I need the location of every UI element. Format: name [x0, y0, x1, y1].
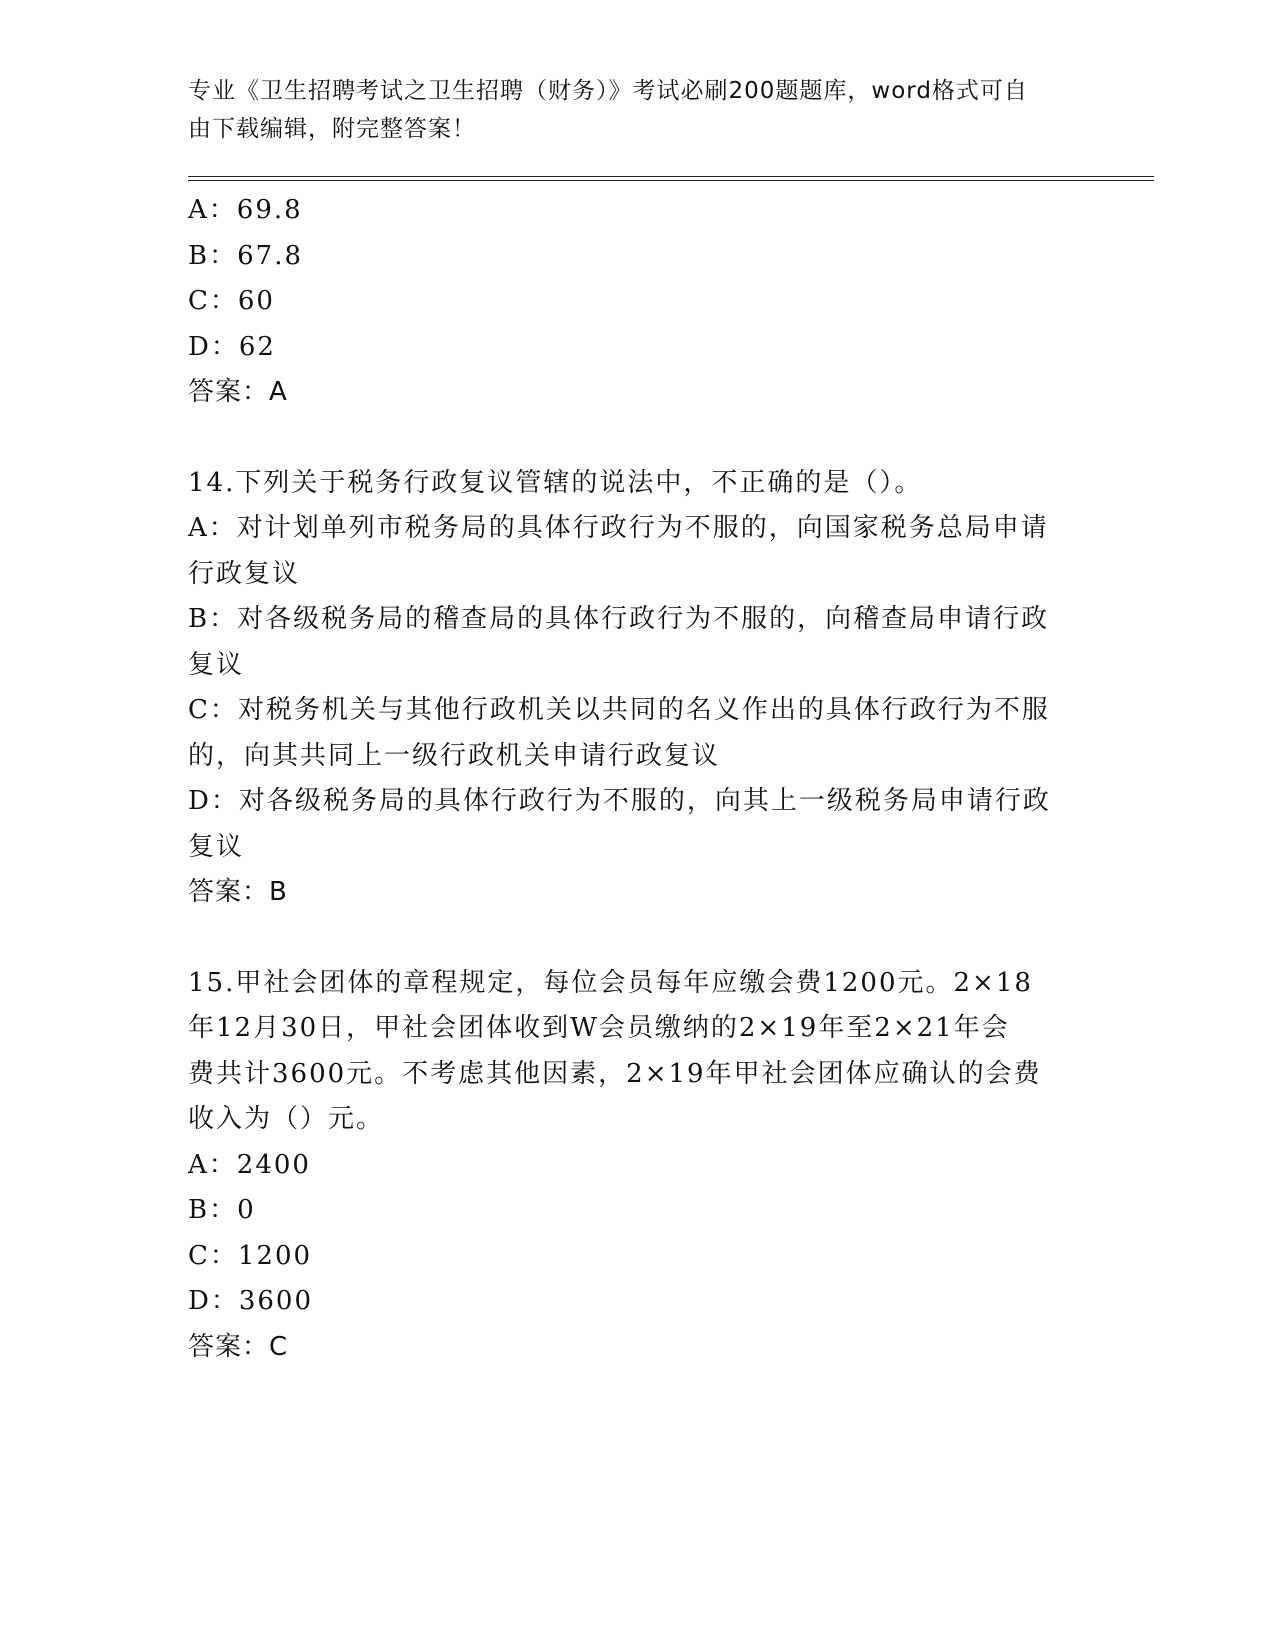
option-a: A：2400 [188, 1149, 311, 1180]
question-14 [188, 461, 1088, 916]
question-stem-continued: 收入为（）元。 [188, 1104, 385, 1134]
option-b: B：0 [188, 1195, 256, 1225]
question-stem: 15.甲社会团体的章程规定，每位会员每年应缴会费1200元。2×18 [188, 967, 1033, 998]
option-b-continued: 复议 [188, 649, 245, 680]
option-a: A：69.8 [188, 195, 303, 225]
spacer [188, 916, 1088, 961]
question-15 [188, 961, 1088, 1371]
answer-line: 答案：C [188, 1331, 289, 1362]
question-13 [188, 188, 1088, 416]
answer-line: 答案：A [188, 377, 288, 407]
option-c: C：1200 [188, 1240, 313, 1271]
question-stem-continued: 费共计3600元。不考虑其他因素，2×19年甲社会团体应确认的会费 [188, 1058, 1042, 1089]
option-d: D：对各级税务局的具体行政行为不服的，向其上一级税务局申请行政 [188, 786, 1051, 816]
option-c-continued: 的，向其共同上一级行政机关申请行政复议 [188, 740, 721, 771]
document-body [188, 188, 1088, 1370]
question-stem: 14.下列关于税务行政复议管辖的说法中，不正确的是（）。 [188, 467, 923, 498]
spacer [188, 416, 1088, 461]
option-c: C：对税务机关与其他行政机关以共同的名义作出的具体行政行为不服 [188, 695, 1050, 725]
option-d: D：3600 [188, 1286, 314, 1316]
header-divider [188, 176, 1154, 181]
question-stem-continued: 年12月30日，甲社会团体收到W会员缴纳的2×19年至2×21年会 [188, 1013, 1010, 1043]
answer-line: 答案：B [188, 877, 288, 907]
option-a: A：对计划单列市税务局的具体行政行为不服的，向国家税务总局申请 [188, 513, 1049, 543]
option-d: D：62 [188, 331, 276, 362]
option-b: B：对各级税务局的稽查局的具体行政行为不服的，向稽查局申请行政 [188, 604, 1050, 634]
option-d-continued: 复议 [188, 831, 245, 862]
header-line-1: 专业《卫生招聘考试之卫生招聘（财务）》考试必刷200题题库，word格式可自 [188, 78, 1028, 104]
option-c: C：60 [188, 286, 275, 316]
document-header [188, 72, 1068, 148]
option-a-continued: 行政复议 [188, 558, 301, 589]
option-b: B：67.8 [188, 240, 303, 271]
header-line-2: 由下载编辑，附完整答案！ [188, 116, 476, 142]
